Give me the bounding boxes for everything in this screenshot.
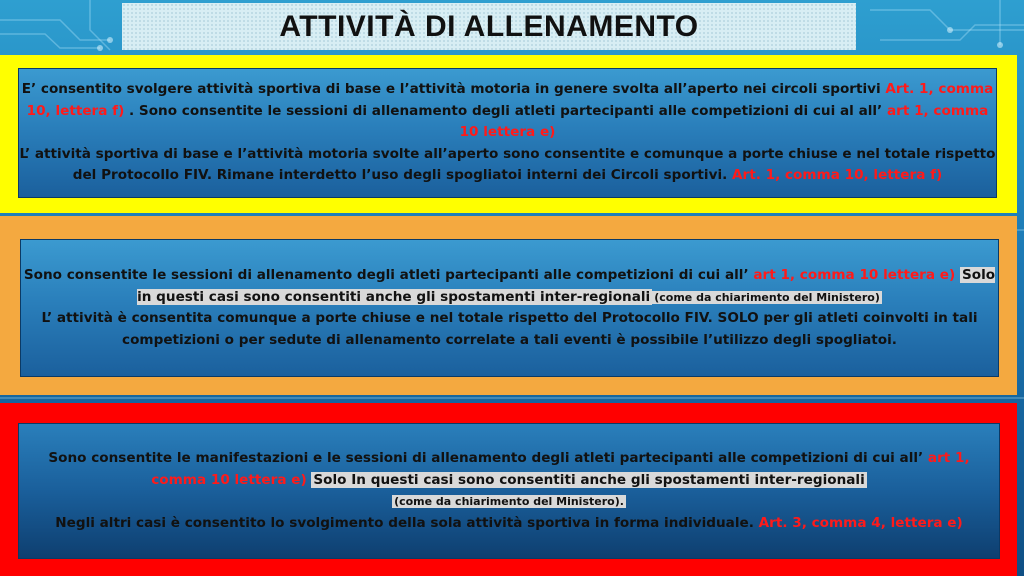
yellow-text-1b: . Sono consentite le sessioni di allenamento degli atleti partecipanti alle competizioni di cui al all’ <box>129 102 883 119</box>
yellow-reference-1: Art. 1, comma 10, lettera f) <box>26 81 994 119</box>
yellow-text-1a: E’ consentito svolgere attività sportiva di base e l’attività motoria in genere svolta all’aperto nei circoli sportivi <box>21 81 881 98</box>
orange-frame <box>0 216 1017 395</box>
page-title: ATTIVITÀ DI ALLENAMENTO <box>279 9 699 43</box>
orange-paragraph-2 <box>21 308 998 351</box>
yellow-panel <box>18 68 997 198</box>
orange-reference: art 1, comma 10 lettera e) <box>753 267 956 283</box>
red-panel <box>18 423 1000 559</box>
yellow-text-2a: L’ attività sportiva di base e l’attività motoria svolte all’aperto sono consentite e comunque a porte chiuse e nel totale rispetto del Protocollo FIV. Rimane interdetto l’uso degli spogliatoi interni dei Circoli sportivi. <box>19 145 996 184</box>
red-reference-1: art 1, comma 10 lettera e) <box>151 450 970 488</box>
yellow-frame <box>0 55 1017 213</box>
yellow-reference-2: art 1, comma 10 lettera e) <box>459 102 989 141</box>
red-paragraph-1 <box>19 448 999 513</box>
red-text-1a: Sono consentite le manifestazioni e le sessioni di allenamento degli atleti partecipanti alle competizioni di cui all’ <box>48 450 924 466</box>
red-highlight: Solo In questi casi sono consentiti anche gli spostamenti inter-regionali <box>313 471 865 488</box>
orange-note: (come da chiarimento del Ministero) <box>654 290 880 304</box>
orange-paragraph-1 <box>21 265 998 308</box>
red-frame <box>0 403 1017 576</box>
yellow-reference-3: Art. 1, comma 10, lettera f) <box>732 167 943 184</box>
red-reference-2: Art. 3, comma 4, lettera e) <box>758 514 963 531</box>
red-paragraph-2 <box>55 513 963 535</box>
orange-panel <box>20 239 999 377</box>
yellow-paragraph-2 <box>19 144 996 187</box>
orange-text-2: L’ attività è consentita comunque a porte chiuse e nel totale rispetto del Protocollo FIV. SOLO per gli atleti coinvolti in tali competizioni o per sedute di allenamento correlate a tali eventi è possibile l’utilizzo degli spogliatoi. <box>41 310 978 348</box>
title-banner <box>122 3 856 50</box>
yellow-paragraph-1 <box>19 79 996 144</box>
orange-highlight: Solo in questi casi sono consentiti anche gli spostamenti inter-regionali <box>137 267 996 305</box>
red-note: (come da chiarimento del Ministero). <box>394 495 624 508</box>
orange-text-1a: Sono consentite le sessioni di allenamento degli atleti partecipanti alle competizioni di cui all’ <box>23 267 749 283</box>
red-text-2a: Negli altri casi è consentito lo svolgimento della sola attività sportiva in forma individuale. <box>55 514 754 531</box>
